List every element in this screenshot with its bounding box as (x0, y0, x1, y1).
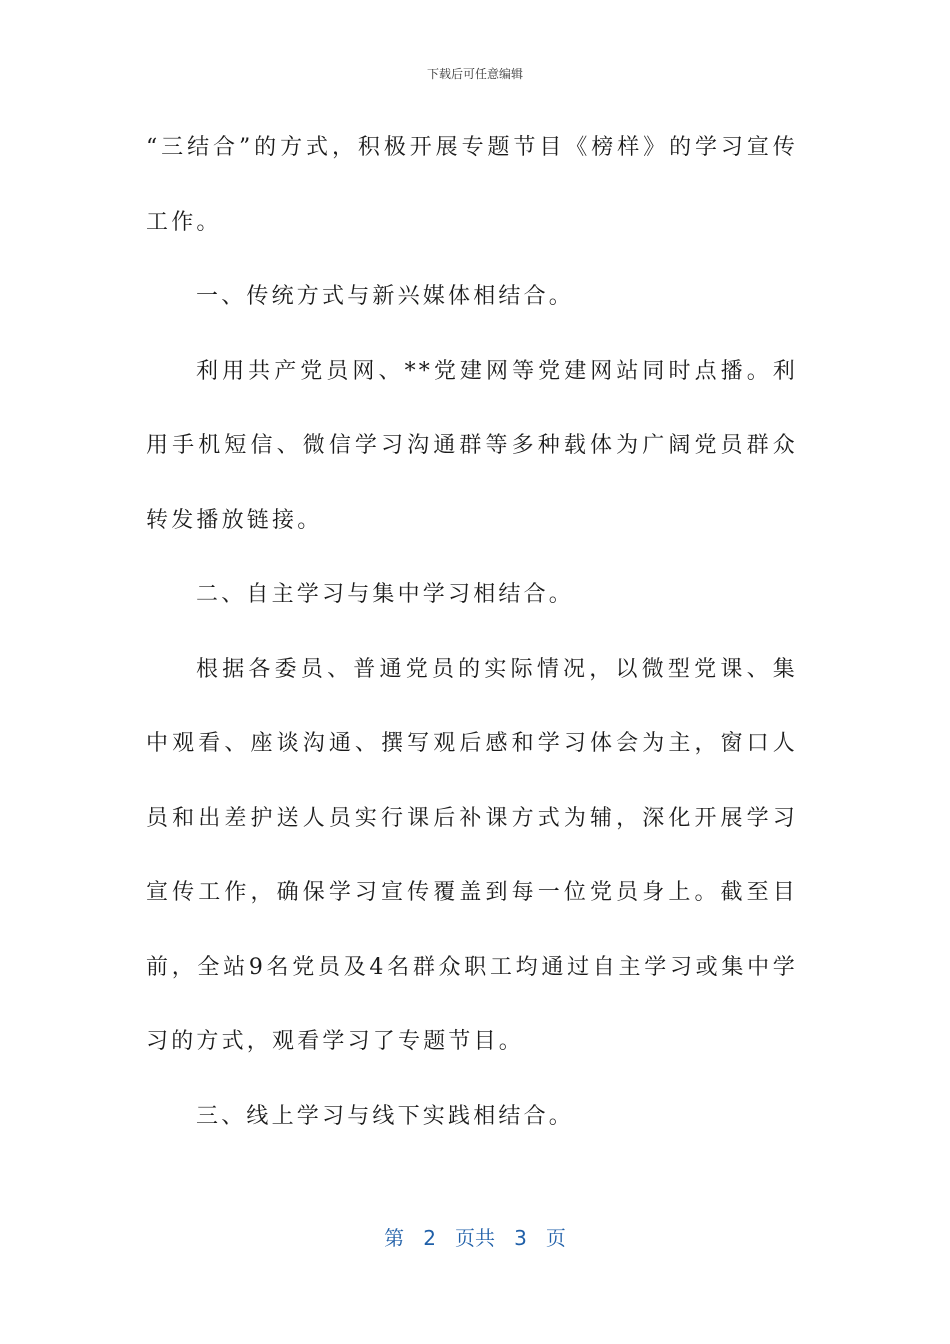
paragraph-continuation: “三结合”的方式，积极开展专题节目《榜样》的学习宣传工作。 (146, 135, 798, 235)
footer-prefix: 第 (384, 1226, 405, 1250)
paragraph-section-2: 根据各委员、普通党员的实际情况，以微型党课、集中观看、座谈沟通、撰写观后感和学习体会为主，窗口人员和出差护送人员实行课后补课方式为辅，深化开展学习宣传工作，确保学习宣传覆盖到每一位党员身上。截至目前，全站9名党员及4名群众职工均通过自主学习或集中学习的方式，观看学习了专题节目。 (146, 656, 798, 1054)
footer-suffix: 页 (545, 1226, 566, 1250)
section-heading-3: 三、线上学习与线下实践相结合。 (196, 1103, 575, 1129)
page-header: 下载后可任意编辑 (426, 67, 523, 81)
footer-total-pages: 3 (514, 1226, 527, 1250)
paragraph-section-1: 利用共产党员网、**党建网等党建网站同时点播。利用手机短信、微信学习沟通群等多种载体为广阔党员群众转发播放链接。 (146, 358, 798, 533)
document-body (146, 111, 798, 1154)
section-heading-2: 二、自主学习与集中学习相结合。 (196, 582, 575, 607)
footer-middle: 页共 (455, 1226, 495, 1250)
footer-current-page: 2 (423, 1226, 436, 1250)
page-footer (0, 1224, 950, 1252)
section-heading-1: 一、传统方式与新兴媒体相结合。 (196, 284, 575, 309)
